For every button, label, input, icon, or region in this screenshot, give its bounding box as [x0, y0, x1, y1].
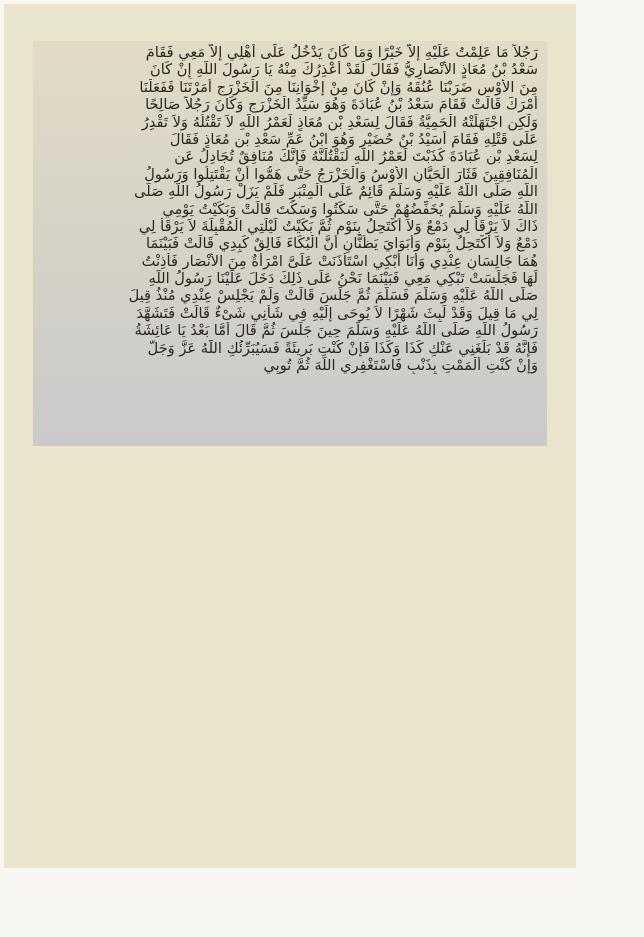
text-line: أَمْرَكَ قَالَتْ فَقَامَ سَعْدُ بْنُ عُبَادَةَ وَهُوَ سَيِّدُ الْخَزْرَجِ وَكَانَ رَجُلاً صَالِحًا — [145, 96, 538, 114]
text-line: دَمْعٌ وَلاَ أَكْتَحِلُ بِنَوْمٍ وَأَبَوَايَ يَظُنَّانِ أَنَّ الْبُكَاءَ فَالِقٌ كَبِدِي قَالَتْ فَبَيْنَمَا — [146, 235, 538, 253]
arabic-text-block — [38, 44, 538, 374]
text-line: الْمُنَافِقِينَ فَثَارَ الْحَيَّانِ الأَوْسُ وَالْخَزْرَجُ حَتَّى هَمُّوا أَنْ يَقْتَتِلُوا وَرَسُولُ — [144, 165, 538, 183]
text-line: لَهَا فَجَلَسَتْ تَبْكِي مَعِي فَبَيْنَمَا نَحْنُ عَلَى ذَلِكَ دَخَلَ عَلَيْنَا رَسُولُ اللَّهِ — [148, 270, 538, 288]
text-line: سَعْدُ بْنُ مُعَاذٍ الأَنْصَارِيُّ فَقَالَ لَقَدْ أَعْذِرُكَ مِنْهُ يَا رَسُولَ اللَّهِ إِنْ كَانَ — [150, 61, 538, 79]
text-line: هُمَا جَالِسَانِ عِنْدِي وَأَنَا أَبْكِي اسْتَأْذَنَتْ عَلَىَّ امْرَأَةٌ مِنَ الأَنْصَارِ فَأَذِنْتُ — [141, 252, 538, 270]
text-line: فَإِنَّهُ قَدْ بَلَغَنِي عَنْكِ كَذَا وَكَذَا فَإِنْ كُنْتِ بَرِيئَةً فَسَيُبَرِّئُكِ اللَّهُ عَزَّ وَجَلَّ — [147, 339, 538, 357]
text-line: وَإِنْ كُنْتِ أَلْمَمْتِ بِذَنْبٍ فَاسْتَغْفِرِي اللَّهَ ثُمَّ تُوبِي — [263, 357, 538, 375]
text-line: ذَاكَ لاَ يَرْقَأُ لِي دَمْعٌ وَلاَ أَكْتَحِلُ بِنَوْمٍ ثُمَّ بَكَيْتُ لَيْلَتِي الْمُقْبِلَةَ لاَ يَرْقَأُ لِي — [138, 217, 538, 235]
text-line: لِي مَا قِيلَ وَقَدْ لَبِثَ شَهْرًا لاَ يُوحَى إِلَيْهِ فِي شَأْنِي شَىْءٌ قَالَتْ فَتَشَهَّدَ — [136, 304, 538, 322]
text-line: صَلَّى اللَّهُ عَلَيْهِ وَسَلَّمَ فَسَلَّمَ ثُمَّ جَلَسَ قَالَتْ وَلَمْ يَجْلِسْ عِنْدِي مُنْذُ قِيلَ — [128, 287, 538, 305]
text-line: لِسَعْدِ بْنِ عُبَادَةَ كَذَبْتَ لَعَمْرُ اللَّهِ لَنَقْتُلَنَّهُ فَإِنَّكَ مُنَافِقٌ تُجَادِلُ عَنِ — [174, 148, 538, 166]
text-line: رَجُلاً مَا عَلِمْتُ عَلَيْهِ إِلاَّ خَيْرًا وَمَا كَانَ يَدْخُلُ عَلَى أَهْلِي إِلاَّ مَعِي فَقَامَ — [145, 44, 538, 61]
text-line: عَلَى قَتْلِهِ فَقَامَ أُسَيْدُ بْنُ حُضَيْرٍ وَهُوَ ابْنُ عَمِّ سَعْدِ بْنِ مُعَاذٍ فَقَالَ — [169, 130, 538, 148]
text-line: اللَّهِ صَلَّى اللَّهُ عَلَيْهِ وَسَلَّمَ قَائِمٌ عَلَى الْمِنْبَرِ فَلَمْ يَزَلْ رَسُولُ اللَّهِ صَلَّى — [134, 183, 538, 201]
text-line: اللَّهُ عَلَيْهِ وَسَلَّمَ يُخَفِّضُهُمْ حَتَّى سَكَتُوا وَسَكَتَ قَالَتْ وَبَكَيْتُ يَوْمِي — [162, 200, 538, 218]
text-line: وَلَكِنِ اجْتَهَلَتْهُ الْحَمِيَّةُ فَقَالَ لِسَعْدِ بْنِ مُعَاذٍ لَعَمْرُ اللَّهِ لاَ تَقْتُلُهُ وَلاَ تَقْدِرُ — [141, 113, 538, 131]
text-line: مِنَ الأَوْسِ ضَرَبْنَا عُنُقَهُ وَإِنْ كَانَ مِنْ إِخْوَانِنَا مِنَ الْخَزْرَجِ أَمَرْتَنَا فَفَعَلْنَا — [139, 78, 538, 96]
text-line: رَسُولُ اللَّهِ صَلَّى اللَّهُ عَلَيْهِ وَسَلَّمَ حِينَ جَلَسَ ثُمَّ قَالَ أَمَّا بَعْدُ يَا عَائِشَةُ — [134, 322, 538, 340]
